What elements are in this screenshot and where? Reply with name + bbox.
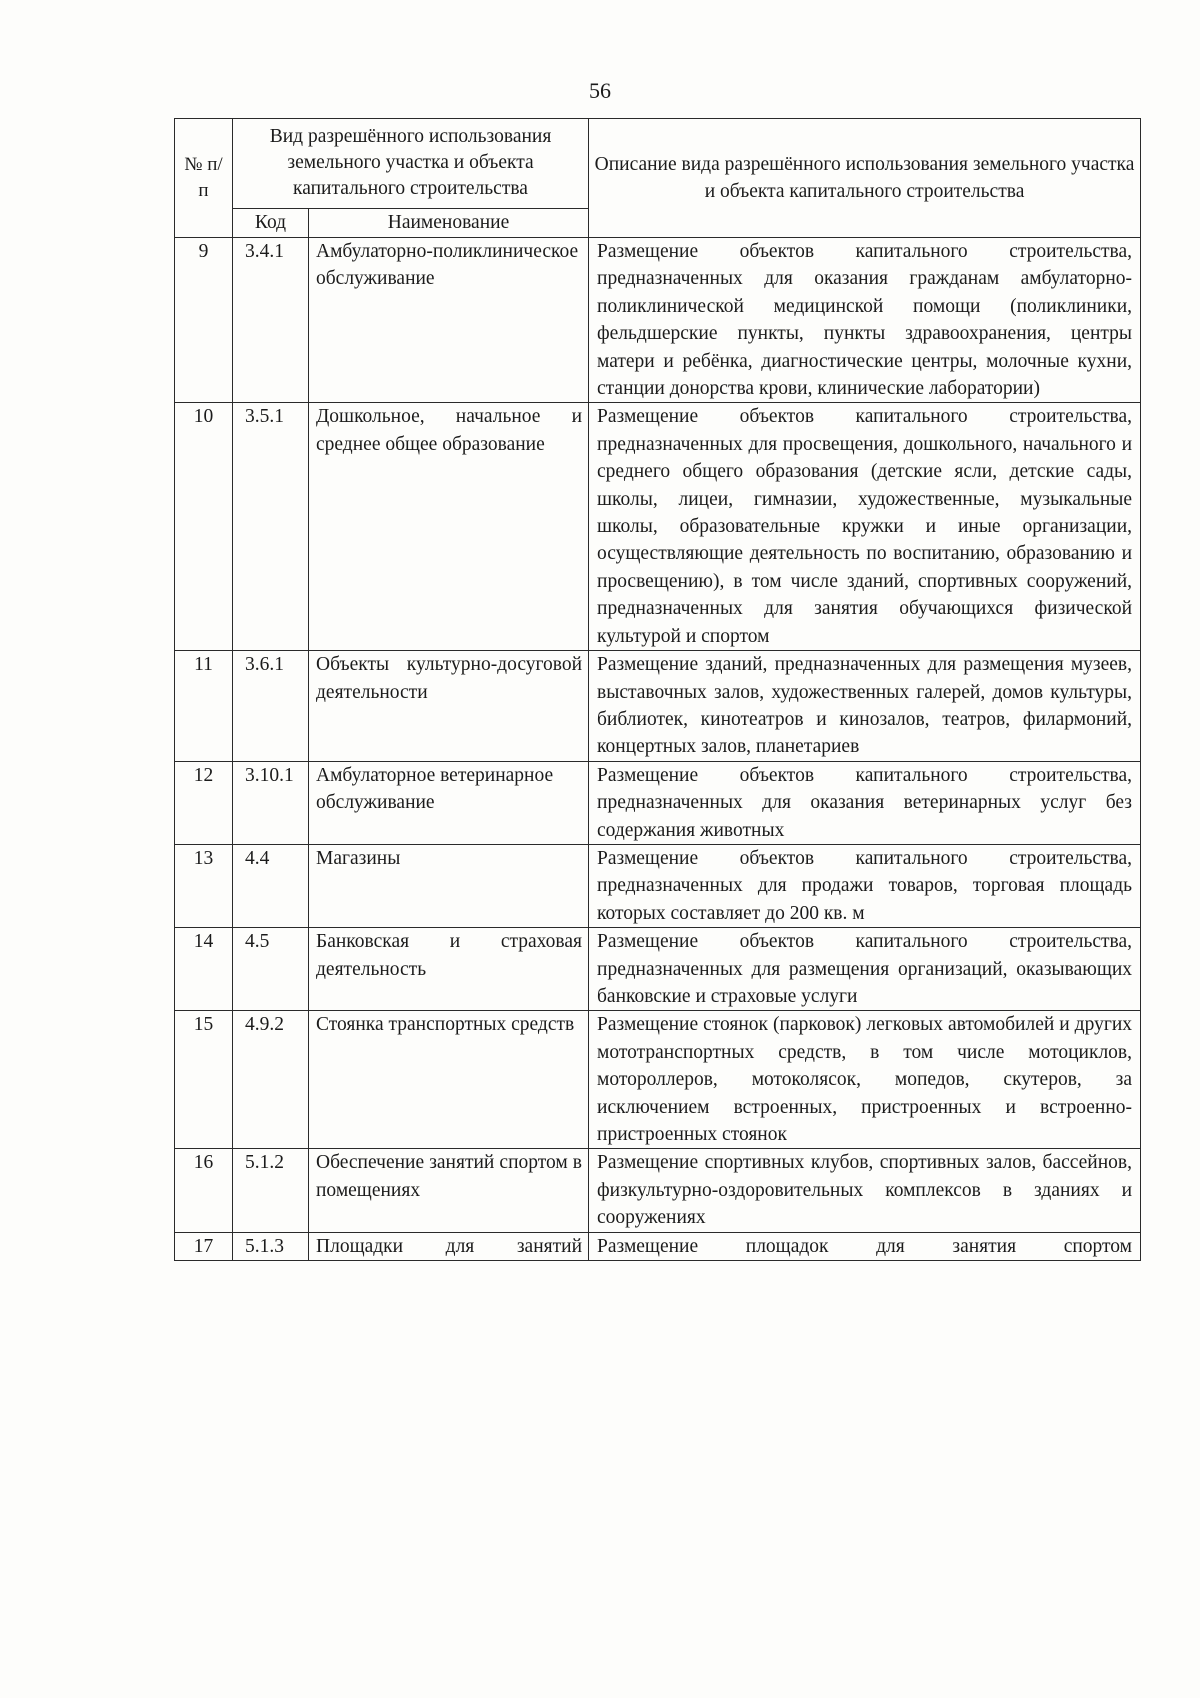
row-name: Амбулаторно-поликлиническое обслуживание: [309, 238, 589, 403]
row-code: 3.10.1: [233, 761, 309, 844]
table-row: [175, 844, 1141, 927]
row-name: Дошкольное, начальное и среднее общее образование: [309, 403, 589, 651]
header-use-type: Вид разрешённого использования земельного участка и объекта капитального строительства: [233, 119, 589, 209]
header-name: Наименование: [309, 208, 589, 237]
table-row: [175, 1232, 1141, 1260]
table-row: [175, 651, 1141, 762]
row-code: 3.4.1: [233, 238, 309, 403]
row-code: 4.5: [233, 928, 309, 1011]
page-number: 56: [589, 78, 611, 103]
row-description: Размещение объектов капитального строительства, предназначенных для размещения организаций, оказывающих банковские и страховые услуги: [589, 928, 1141, 1011]
row-name: Амбулаторное ветеринарное обслуживание: [309, 761, 589, 844]
table-row: [175, 1011, 1141, 1149]
row-name: Банковская и страховая деятельность: [309, 928, 589, 1011]
row-number: 16: [175, 1149, 233, 1232]
row-description: Размещение объектов капитального строительства, предназначенных для продажи товаров, торговая площадь которых составляет до 200 кв. м: [589, 844, 1141, 927]
table-header-row: [175, 119, 1141, 209]
table-row: [175, 761, 1141, 844]
row-code: 3.5.1: [233, 403, 309, 651]
row-description: Размещение объектов капитального строительства, предназначенных для оказания ветеринарных услуг без содержания животных: [589, 761, 1141, 844]
row-name: Обеспечение занятий спортом в помещениях: [309, 1149, 589, 1232]
row-number: 14: [175, 928, 233, 1011]
row-number: 15: [175, 1011, 233, 1149]
header-code: Код: [233, 208, 309, 237]
row-number: 12: [175, 761, 233, 844]
row-description: Размещение стоянок (парковок) легковых автомобилей и других мототранспортных средств, в том числе мотоциклов, мотороллеров, мотоколясок, мопедов, скутеров, за исключением встроенных, пристроенных и встроенно-пристроенных стоянок: [589, 1011, 1141, 1149]
row-description: Размещение зданий, предназначенных для размещения музеев, выставочных залов, художественных галерей, домов культуры, библиотек, кинотеатров и кинозалов, театров, филармоний, концертных залов, планетариев: [589, 651, 1141, 762]
row-number: 13: [175, 844, 233, 927]
row-number: 10: [175, 403, 233, 651]
header-number: [175, 119, 233, 238]
table-row: [175, 403, 1141, 651]
row-description: Размещение площадок для занятия спортом: [589, 1232, 1141, 1260]
row-number: 17: [175, 1232, 233, 1260]
row-description: Размещение объектов капитального строительства, предназначенных для оказания гражданам амбулаторно-поликлинической медицинской помощи (поликлиники, фельдшерские пункты, пункты здравоохранения, центры матери и ребёнка, диагностические центры, молочные кухни, станции донорства крови, клинические лаборатории): [589, 238, 1141, 403]
row-name: Площадки для занятий: [309, 1232, 589, 1260]
table-row: [175, 1149, 1141, 1232]
row-code: 4.9.2: [233, 1011, 309, 1149]
table-row: [175, 928, 1141, 1011]
row-description: Размещение спортивных клубов, спортивных залов, бассейнов, физкультурно-оздоровительных комплексов в зданиях и сооружениях: [589, 1149, 1141, 1232]
row-code: 3.6.1: [233, 651, 309, 762]
header-description: Описание вида разрешённого использования земельного участка и объекта капитального строительства: [589, 119, 1141, 238]
row-code: 4.4: [233, 844, 309, 927]
row-code: 5.1.3: [233, 1232, 309, 1260]
table-row: [175, 238, 1141, 403]
row-description: Размещение объектов капитального строительства, предназначенных для просвещения, дошкольного, начального и среднего общего образования (детские ясли, детские сады, школы, лицеи, гимназии, художественные, музыкальные школы, образовательные кружки и иные организации, осуществляющие деятельность по воспитанию, образованию и просвещению), в том числе зданий, спортивных сооружений, предназначенных для занятия обучающихся физической культурой и спортом: [589, 403, 1141, 651]
row-name: Магазины: [309, 844, 589, 927]
row-number: 11: [175, 651, 233, 762]
row-name: Объекты культурно-досуговой деятельности: [309, 651, 589, 762]
land-use-table: [174, 118, 1141, 1261]
header-number-label: № п/п: [184, 154, 223, 201]
row-code: 5.1.2: [233, 1149, 309, 1232]
row-number: 9: [175, 238, 233, 403]
row-name: Стоянка транспортных средств: [309, 1011, 589, 1149]
